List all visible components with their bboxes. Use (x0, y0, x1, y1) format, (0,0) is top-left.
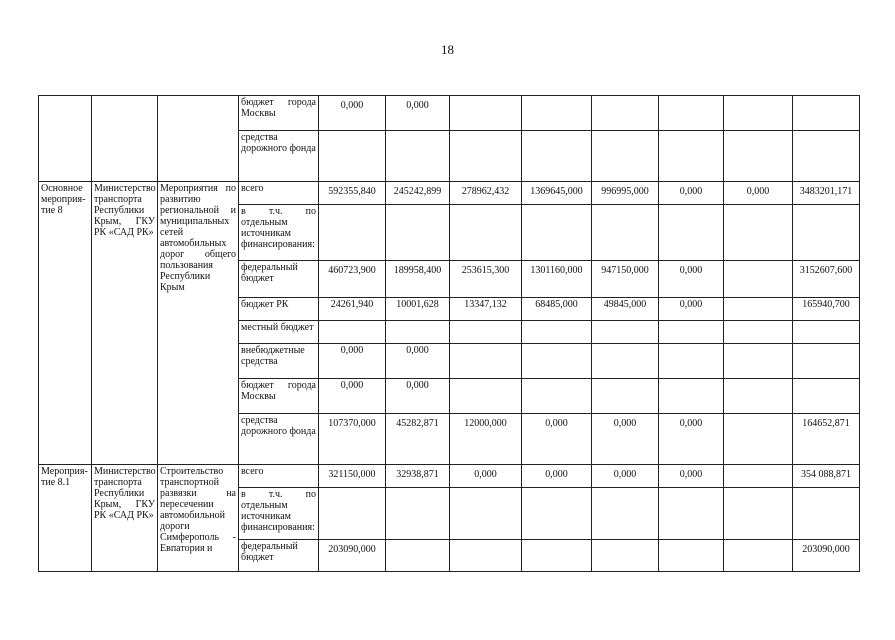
value-cell: 203090,000 (319, 540, 386, 572)
value-cell (724, 321, 793, 344)
value-cell (592, 540, 659, 572)
value-cell (319, 488, 386, 540)
value-cell (386, 131, 450, 182)
table-row (39, 182, 860, 205)
value-cell (592, 205, 659, 261)
value-cell (659, 344, 724, 379)
value-cell (319, 205, 386, 261)
source-cell: всего (239, 182, 319, 205)
value-cell (319, 131, 386, 182)
measure-cell: Мероприя-тие 8.1 (39, 465, 92, 572)
value-cell: 0,000 (386, 344, 450, 379)
page-number: 18 (441, 42, 454, 57)
value-cell (522, 379, 592, 414)
table-body (39, 96, 860, 572)
value-cell: 245242,899 (386, 182, 450, 205)
executor-cell: Министерство транспорта Республики Крым, ГКУ РК «САД РК» (92, 182, 158, 465)
value-cell (386, 540, 450, 572)
value-cell: 10001,628 (386, 298, 450, 321)
value-cell (724, 488, 793, 540)
value-cell: 354 088,871 (793, 465, 860, 488)
value-cell: 0,000 (592, 465, 659, 488)
value-cell (522, 488, 592, 540)
value-cell: 32938,871 (386, 465, 450, 488)
value-cell: 0,000 (659, 465, 724, 488)
value-cell (386, 488, 450, 540)
value-cell: 947150,000 (592, 261, 659, 298)
source-cell: местный бюджет (239, 321, 319, 344)
value-cell (450, 540, 522, 572)
value-cell (793, 488, 860, 540)
value-cell: 68485,000 (522, 298, 592, 321)
value-cell (724, 261, 793, 298)
value-cell: 45282,871 (386, 414, 450, 465)
source-cell: бюджет города Москвы (239, 379, 319, 414)
executor-cell: Министерство транспорта Республики Крым, ГКУ РК «САД РК» (92, 465, 158, 572)
value-cell: 0,000 (319, 379, 386, 414)
value-cell: 203090,000 (793, 540, 860, 572)
value-cell (659, 131, 724, 182)
value-cell: 12000,000 (450, 414, 522, 465)
value-cell (592, 344, 659, 379)
value-cell (386, 205, 450, 261)
value-cell: 1369645,000 (522, 182, 592, 205)
value-cell (450, 205, 522, 261)
value-cell: 0,000 (659, 182, 724, 205)
value-cell (522, 96, 592, 131)
value-cell (522, 131, 592, 182)
value-cell: 13347,132 (450, 298, 522, 321)
value-cell: 996995,000 (592, 182, 659, 205)
name-cell: Строительство транспортной развязки на пересечении автомобильной дороги Симферополь - Евпатория и (158, 465, 239, 572)
value-cell (450, 321, 522, 344)
value-cell (724, 379, 793, 414)
value-cell (724, 465, 793, 488)
source-cell: всего (239, 465, 319, 488)
value-cell: 165940,700 (793, 298, 860, 321)
value-cell (522, 205, 592, 261)
value-cell: 278962,432 (450, 182, 522, 205)
source-cell: федеральный бюджет (239, 540, 319, 572)
value-cell (592, 379, 659, 414)
value-cell (450, 96, 522, 131)
value-cell (592, 321, 659, 344)
value-cell: 0,000 (522, 414, 592, 465)
value-cell (724, 540, 793, 572)
value-cell (724, 205, 793, 261)
value-cell: 3152607,600 (793, 261, 860, 298)
value-cell (450, 131, 522, 182)
value-cell: 321150,000 (319, 465, 386, 488)
value-cell (793, 321, 860, 344)
value-cell: 460723,900 (319, 261, 386, 298)
source-cell: средства дорожного фонда (239, 131, 319, 182)
value-cell: 164652,871 (793, 414, 860, 465)
name-cell (158, 96, 239, 182)
value-cell (724, 298, 793, 321)
value-cell: 189958,400 (386, 261, 450, 298)
value-cell (522, 540, 592, 572)
measure-cell: Основное мероприя-тие 8 (39, 182, 92, 465)
value-cell (793, 344, 860, 379)
value-cell (450, 488, 522, 540)
table-row (39, 465, 860, 488)
value-cell (724, 414, 793, 465)
value-cell: 0,000 (319, 344, 386, 379)
value-cell: 0,000 (386, 96, 450, 131)
source-cell: в т.ч. по отдельным источникам финансирования: (239, 488, 319, 540)
value-cell (724, 131, 793, 182)
source-cell: федеральный бюджет (239, 261, 319, 298)
value-cell (724, 344, 793, 379)
budget-table (38, 95, 860, 572)
value-cell (592, 488, 659, 540)
source-cell: внебюджетные средства (239, 344, 319, 379)
value-cell (522, 344, 592, 379)
value-cell: 592355,840 (319, 182, 386, 205)
value-cell (659, 488, 724, 540)
value-cell (450, 379, 522, 414)
measure-cell (39, 96, 92, 182)
value-cell (793, 131, 860, 182)
name-cell: Мероприятия по развитию региональной и муниципальных сетей автомобильных дорог общего пользования Республики Крым (158, 182, 239, 465)
value-cell: 0,000 (724, 182, 793, 205)
value-cell (793, 379, 860, 414)
source-cell: бюджет РК (239, 298, 319, 321)
value-cell (319, 321, 386, 344)
value-cell: 0,000 (319, 96, 386, 131)
source-cell: бюджет города Москвы (239, 96, 319, 131)
value-cell: 3483201,171 (793, 182, 860, 205)
value-cell: 0,000 (522, 465, 592, 488)
value-cell: 0,000 (659, 414, 724, 465)
value-cell (386, 321, 450, 344)
value-cell: 253615,300 (450, 261, 522, 298)
value-cell: 0,000 (592, 414, 659, 465)
value-cell (659, 379, 724, 414)
value-cell: 1301160,000 (522, 261, 592, 298)
value-cell: 107370,000 (319, 414, 386, 465)
value-cell (659, 205, 724, 261)
value-cell (793, 205, 860, 261)
value-cell (659, 540, 724, 572)
value-cell (659, 96, 724, 131)
source-cell: в т.ч. по отдельным источникам финансирования: (239, 205, 319, 261)
value-cell (592, 131, 659, 182)
value-cell: 24261,940 (319, 298, 386, 321)
value-cell: 0,000 (659, 298, 724, 321)
source-cell: средства дорожного фонда (239, 414, 319, 465)
value-cell (592, 96, 659, 131)
value-cell (659, 321, 724, 344)
executor-cell (92, 96, 158, 182)
value-cell: 0,000 (386, 379, 450, 414)
value-cell: 49845,000 (592, 298, 659, 321)
value-cell: 0,000 (659, 261, 724, 298)
value-cell (522, 321, 592, 344)
value-cell (793, 96, 860, 131)
table-row (39, 96, 860, 131)
value-cell (450, 344, 522, 379)
value-cell (724, 96, 793, 131)
value-cell: 0,000 (450, 465, 522, 488)
